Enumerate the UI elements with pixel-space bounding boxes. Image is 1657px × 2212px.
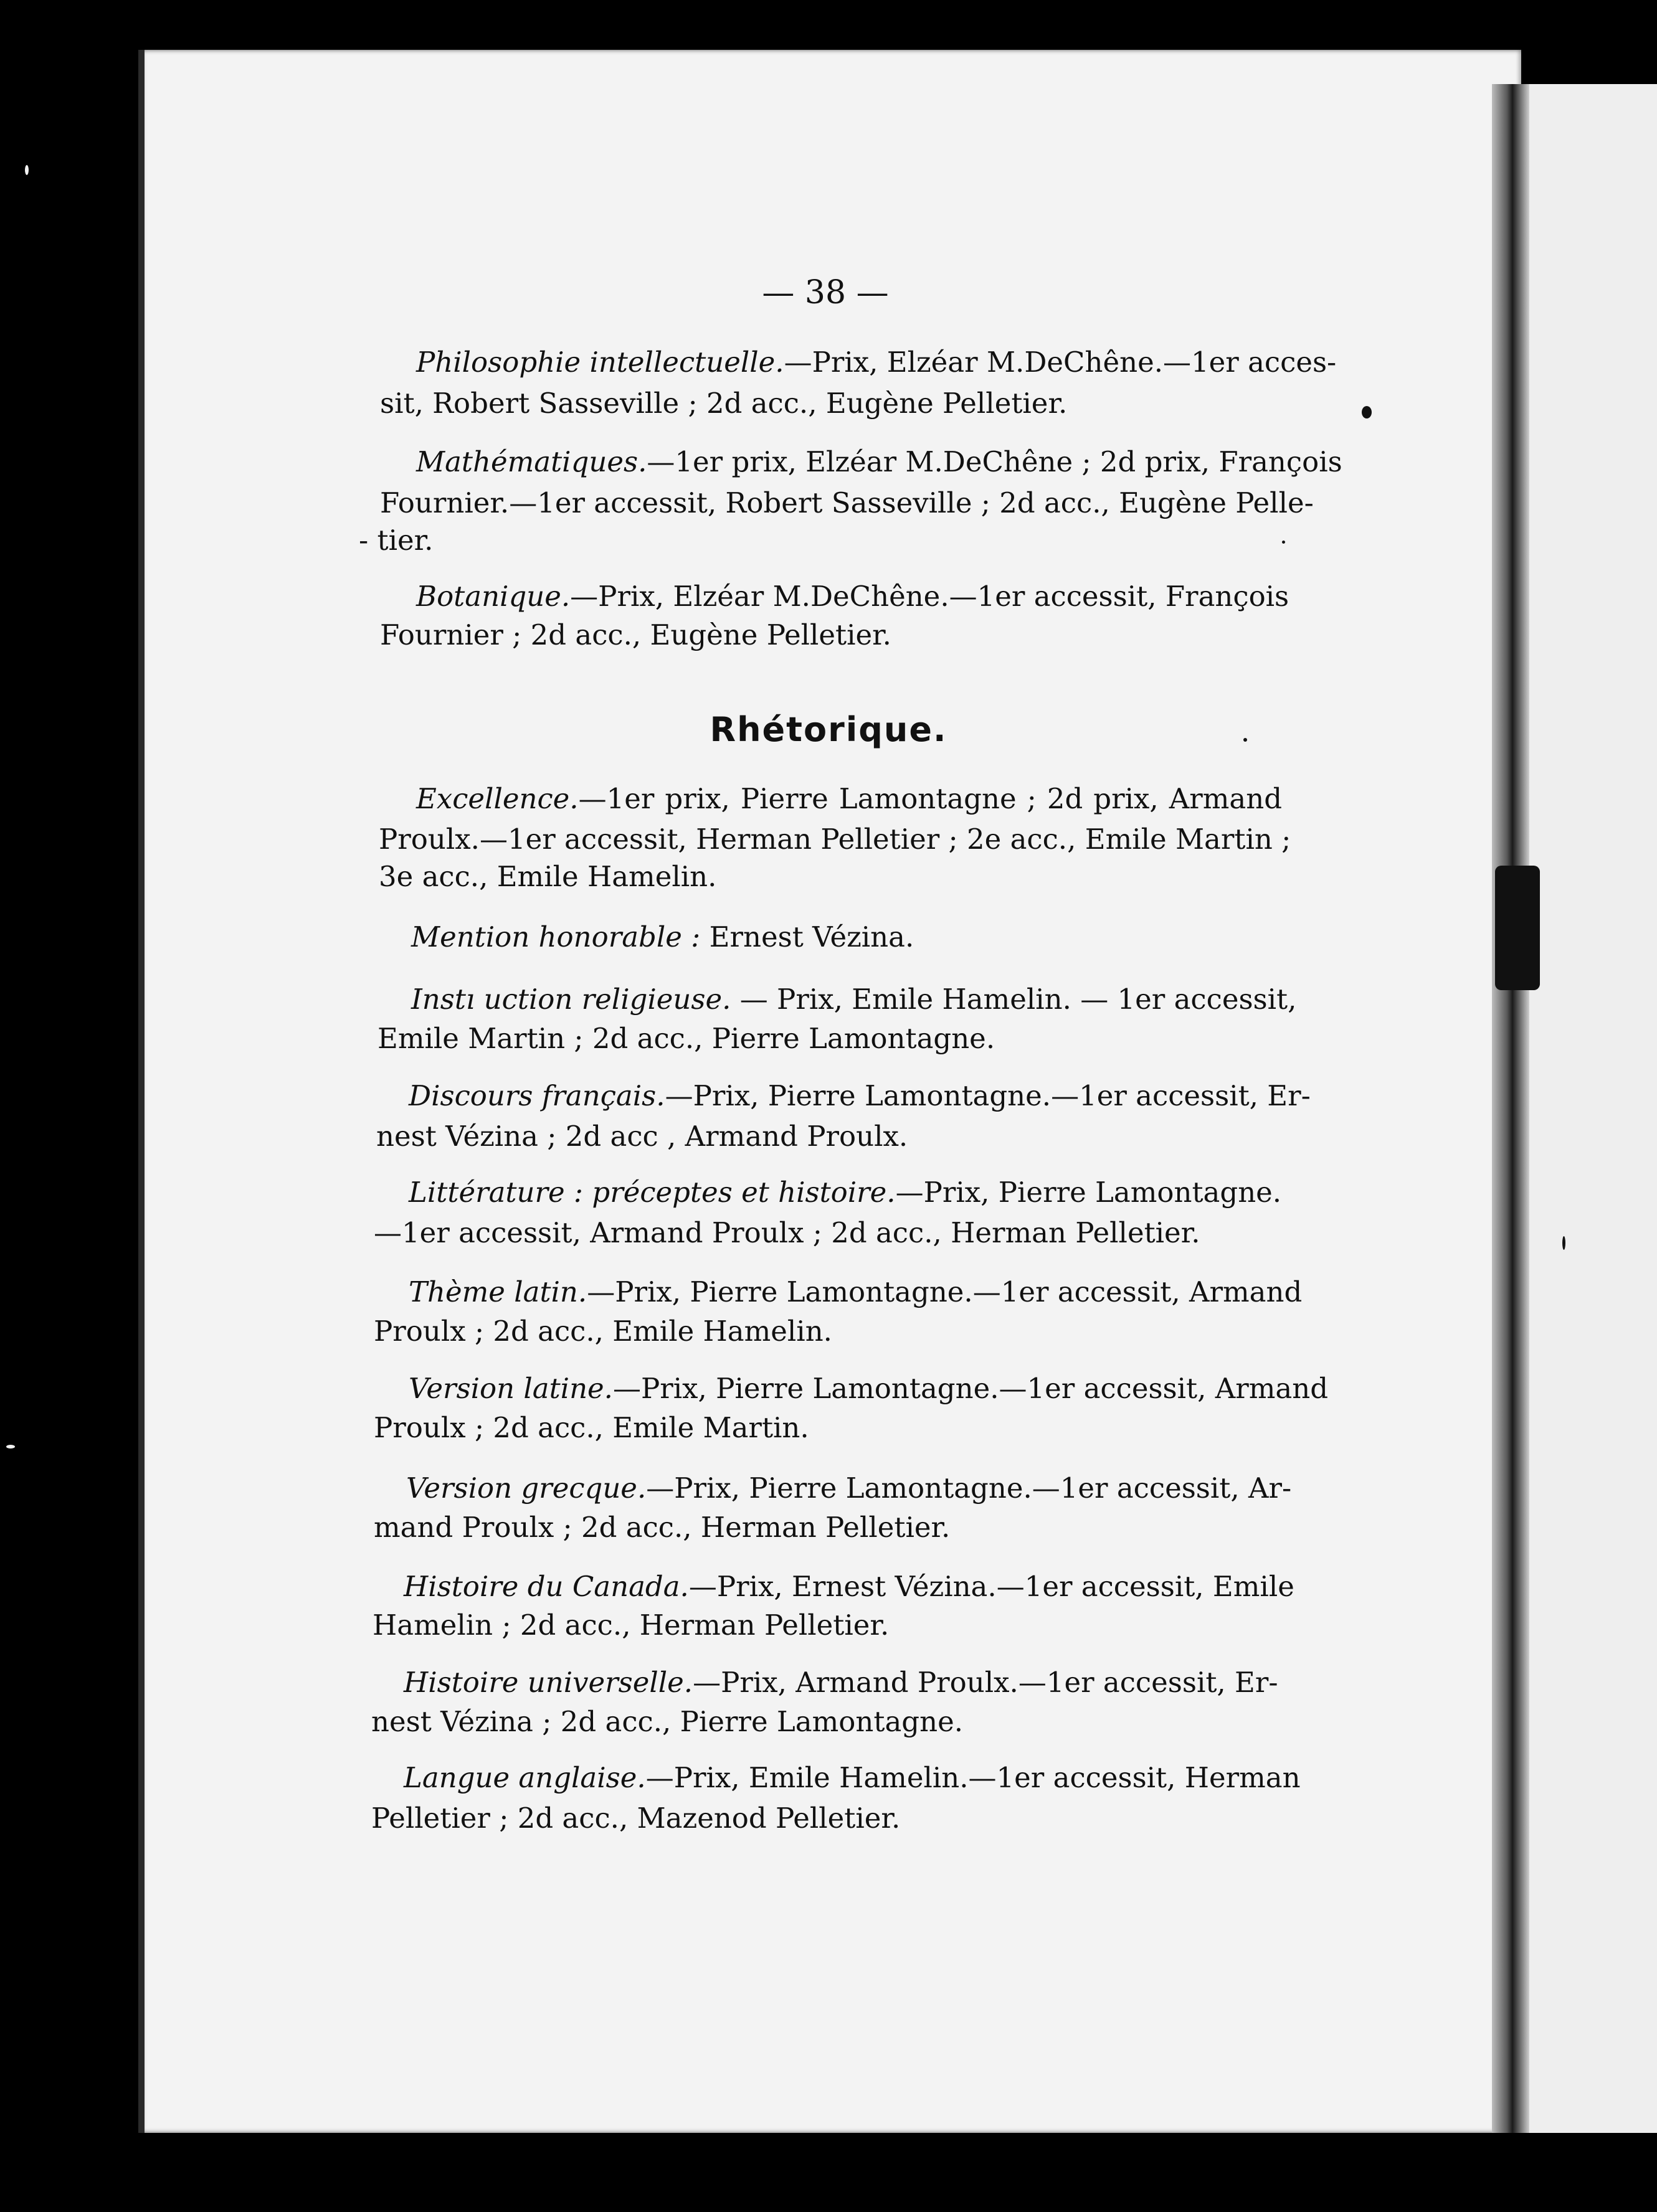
entry-text: —Prix, Pierre Lamontagne. (895, 1176, 1282, 1209)
entry-text: mand Proulx ; 2d acc., Herman Pelletier. (374, 1511, 951, 1544)
text-line (376, 1118, 908, 1155)
text-line (404, 1664, 1278, 1701)
text-line (406, 1470, 1292, 1507)
text-line (411, 919, 914, 956)
text-line (416, 578, 1289, 615)
entry-text: — Prix, Emile Hamelin. — 1er accessit, (731, 983, 1297, 1016)
text-line (409, 1174, 1280, 1211)
text-line (380, 617, 891, 654)
text-line (411, 981, 1297, 1018)
entry-text: Hamelin ; 2d acc., Herman Pelletier. (373, 1609, 890, 1642)
entry-heading: Mathématiques. (416, 445, 647, 478)
entry-text: Emile Martin ; 2d acc., Pierre Lamontagne. (377, 1022, 995, 1055)
text-line (373, 1607, 889, 1644)
text-line (416, 443, 1342, 481)
entry-text: Proulx ; 2d acc., Emile Martin. (374, 1411, 809, 1444)
text-line (404, 1568, 1294, 1605)
entry-text: 3e acc., Emile Hamelin. (379, 860, 717, 893)
entry-heading: Histoire du Canada. (404, 1570, 689, 1603)
text-line (374, 1409, 809, 1447)
text-line (416, 344, 1337, 381)
entry-text: Fournier.—1er accessit, Robert Sasseville ; 2d acc., Eugène Pelle- (380, 486, 1314, 519)
entry-heading: Instı uction religieuse. (411, 983, 731, 1016)
entry-text: —Prix, Pierre Lamontagne.—1er accessit, Ar- (646, 1472, 1292, 1505)
entry-text: —Prix, Armand Proulx.—1er accessit, Er- (693, 1666, 1278, 1699)
entry-text: —Prix, Pierre Lamontagne.—1er accessit, Er- (665, 1079, 1311, 1112)
text-line (409, 1370, 1329, 1407)
text-line (409, 1274, 1303, 1311)
entry-text: Pelletier ; 2d acc., Mazenod Pelletier. (371, 1802, 901, 1835)
entry-heading: Version grecque. (406, 1472, 647, 1505)
entry-text: —Prix, Elzéar M.DeChêne.—1er acces- (784, 346, 1337, 379)
text-line (416, 780, 1282, 818)
entry-heading: Philosophie intellectuelle. (416, 346, 784, 379)
entry-text: nest Vézina ; 2d acc , Armand Proulx. (376, 1120, 908, 1153)
entry-text: —Prix, Pierre Lamontagne.—1er accessit, Armand (613, 1372, 1329, 1405)
text-line (409, 1077, 1311, 1115)
page-number: — 38 — (762, 274, 889, 311)
text-line (371, 1703, 963, 1741)
text-line (374, 1509, 950, 1546)
entry-text: nest Vézina ; 2d acc., Pierre Lamontagne. (371, 1705, 964, 1738)
entry-heading: Excellence. (416, 782, 579, 815)
entry-text: —Prix, Pierre Lamontagne.—1er accessit, Armand (587, 1275, 1303, 1308)
text-line (380, 484, 1314, 522)
entry-text: Proulx.—1er accessit, Herman Pelletier ; 2e acc., Emile Martin ; (379, 823, 1291, 856)
entry-text: —1er prix, Pierre Lamontagne ; 2d prix, Armand (578, 782, 1282, 815)
entry-text: —Prix, Elzéar M.DeChêne.—1er accessit, François (570, 580, 1289, 613)
entry-heading: Thème latin. (409, 1275, 587, 1308)
entry-heading: Botanique. (416, 580, 571, 613)
entry-text: Ernest Vézina. (700, 920, 914, 953)
entry-heading: Discours français. (409, 1079, 665, 1112)
text-line (404, 1759, 1301, 1797)
text-line (379, 821, 1291, 858)
entry-text: Fournier ; 2d acc., Eugène Pelletier. (380, 618, 891, 651)
text-line (379, 858, 716, 896)
entry-text: sit, Robert Sasseville ; 2d acc., Eugène Pelletier. (380, 387, 1068, 420)
text-line (380, 385, 1067, 422)
text-line (374, 1313, 832, 1350)
entry-heading: Littérature : préceptes et histoire. (409, 1176, 896, 1209)
section-heading: Rhétorique. (710, 710, 947, 749)
entry-text: - tier. (359, 524, 434, 557)
entry-heading: Langue anglaise. (404, 1761, 646, 1794)
text-line (377, 1020, 995, 1057)
entry-text: —Prix, Ernest Vézina.—1er accessit, Emile (688, 1570, 1294, 1603)
entry-text: —1er prix, Elzéar M.DeChêne ; 2d prix, François (647, 445, 1342, 478)
entry-heading: Version latine. (409, 1372, 613, 1405)
entry-heading: Histoire universelle. (404, 1666, 693, 1699)
text-line (371, 1800, 900, 1837)
entry-text: —1er accessit, Armand Proulx ; 2d acc., Herman Pelletier. (374, 1216, 1200, 1249)
text-line (374, 1214, 1200, 1252)
entry-text: Proulx ; 2d acc., Emile Hamelin. (374, 1315, 832, 1348)
text-line (359, 522, 434, 559)
entry-heading: Mention honorable : (411, 920, 701, 953)
entry-text: —Prix, Emile Hamelin.—1er accessit, Herman (645, 1761, 1301, 1794)
